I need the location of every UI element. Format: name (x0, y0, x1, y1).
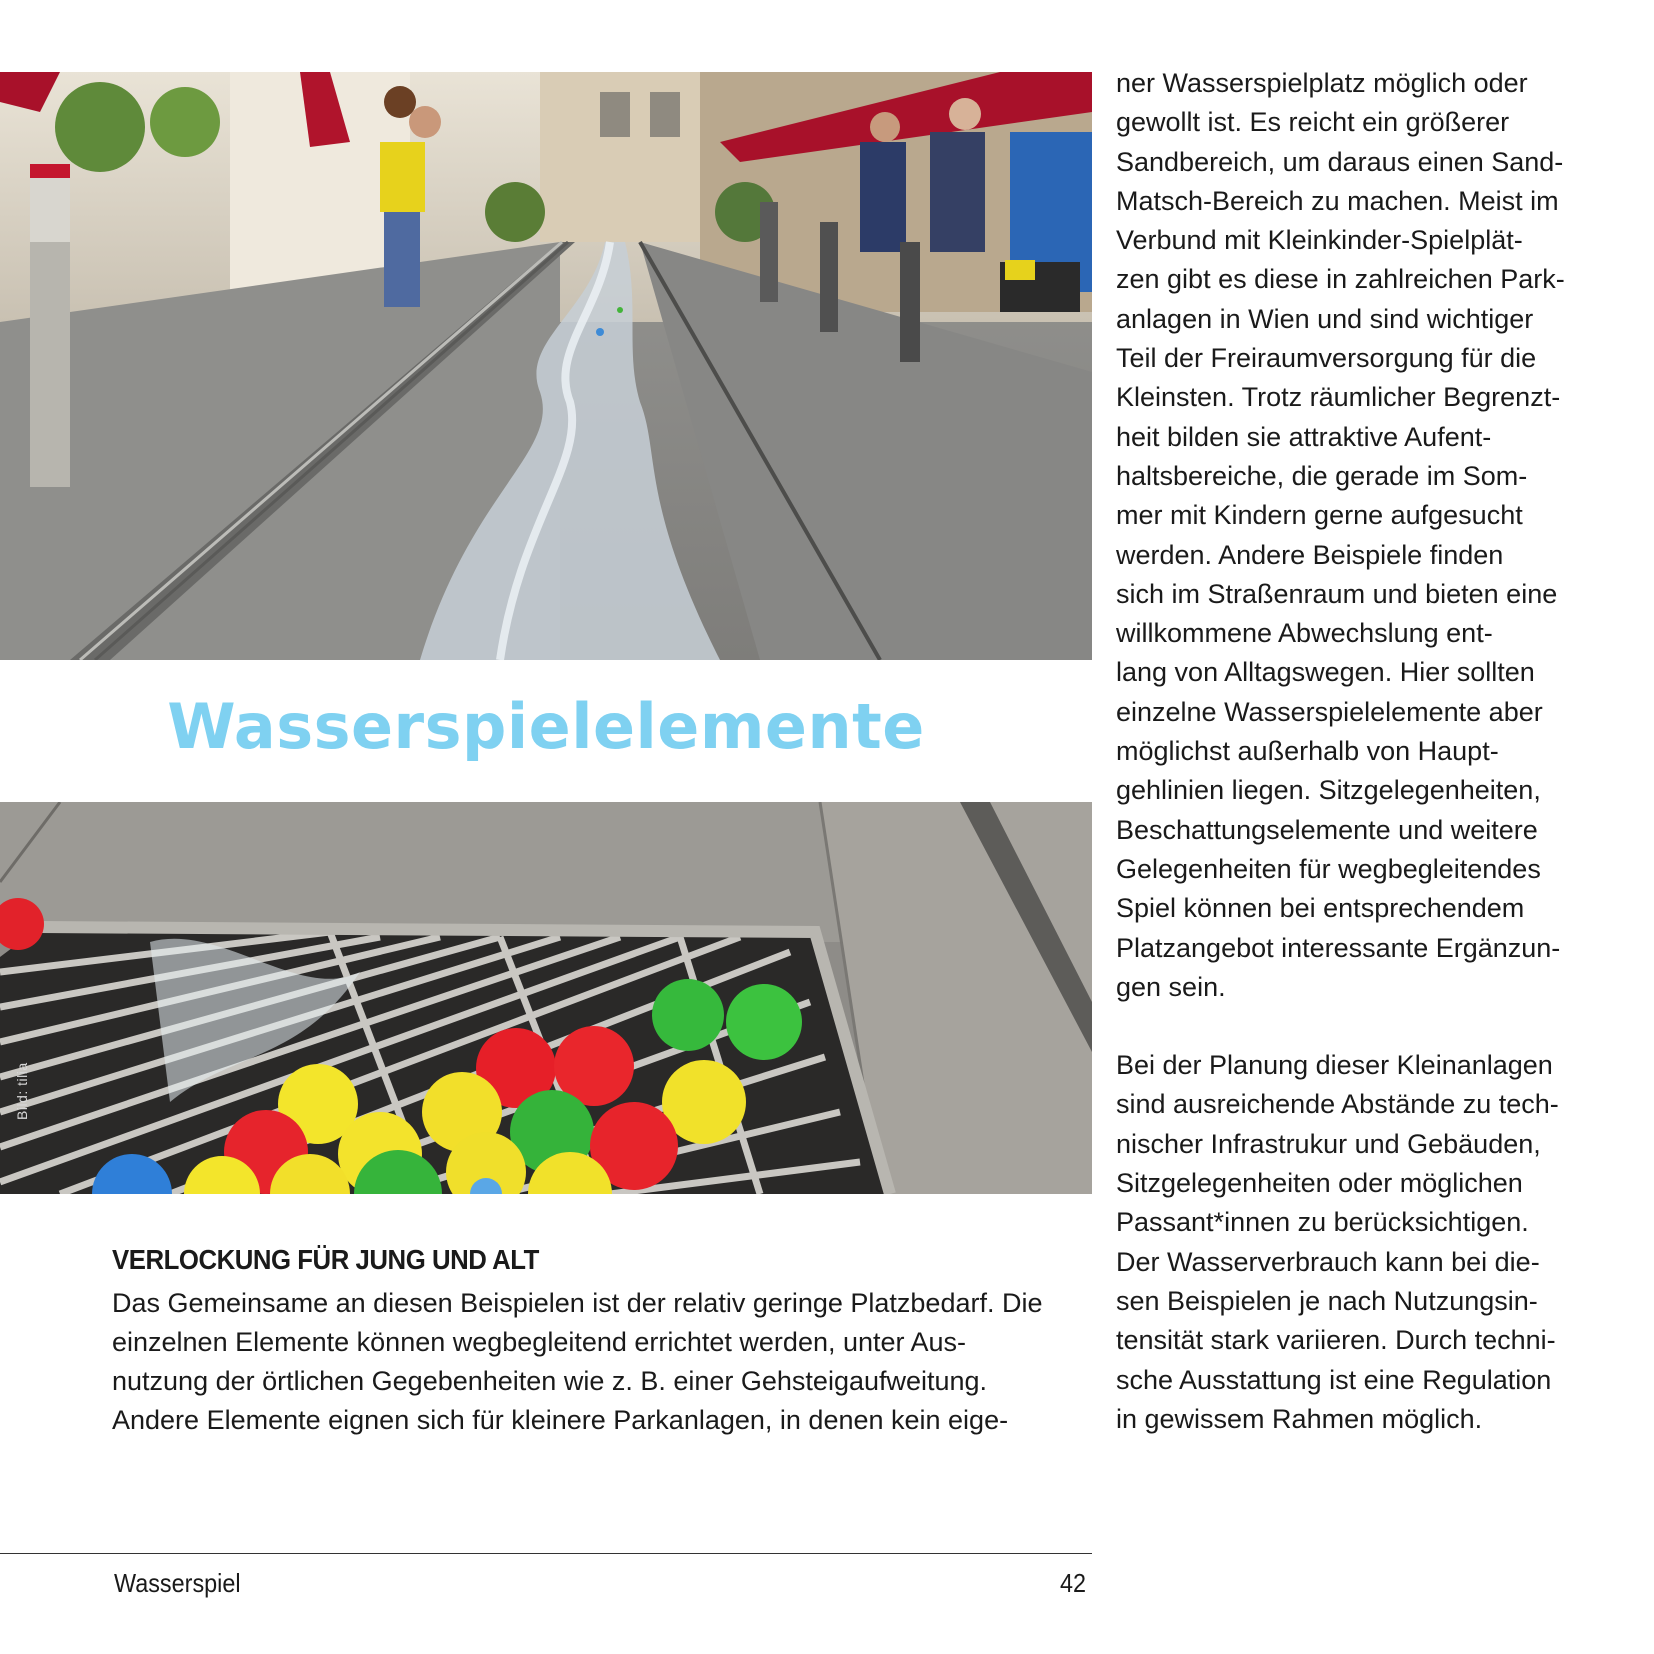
body-line: sind ausreichende Abstände zu tech- (1116, 1089, 1559, 1120)
body-line: tensität stark variieren. Durch techni- (1116, 1325, 1556, 1356)
body-line: Teil der Freiraumversorgung für die (1116, 343, 1537, 374)
body-line: in gewissem Rahmen möglich. (1116, 1403, 1483, 1434)
body-line: willkommene Abwechslung ent- (1116, 618, 1493, 649)
body-line: ner Wasserspielplatz möglich oder (1116, 68, 1528, 98)
body-line: einzelne Wasserspielelemente aber (1116, 696, 1543, 727)
body-line: gen sein. (1116, 971, 1226, 1002)
body-line: gehlinien liegen. Sitzgelegenheiten, (1116, 775, 1541, 806)
body-line: nischer Infrastrukur und Gebäuden, (1116, 1128, 1541, 1159)
body-line: Platzangebot interessante Ergänzun- (1116, 932, 1561, 963)
right-column (1116, 64, 1636, 1439)
body-line: mer mit Kindern gerne aufgesucht (1116, 500, 1523, 531)
body-line: Beschattungselemente und weitere (1116, 814, 1538, 845)
body-line: Das Gemeinsame an diesen Beispielen ist der relativ geringe Platzbedarf. Die (112, 1288, 1043, 1318)
body-line: gewollt ist. Es reicht ein größerer (1116, 107, 1510, 138)
body-line: anlagen in Wien und sind wichtiger (1116, 303, 1534, 334)
page-title: Wasserspielelemente (167, 690, 925, 763)
drain-grate-balls-photo (0, 802, 1092, 1194)
left-column (112, 1244, 1097, 1440)
body-line: nutzung der örtlichen Gegebenheiten wie z. B. einer Gehsteigaufweitung. (112, 1366, 988, 1396)
body-line: Kleinsten. Trotz räumlicher Begrenzt- (1116, 382, 1561, 413)
paragraph-1 (1116, 64, 1636, 1007)
body-line: Bei der Planung dieser Kleinanlagen (1116, 1050, 1553, 1081)
body-line: möglichst außerhalb von Haupt- (1116, 736, 1499, 767)
body-line: Verbund mit Kleinkinder-Spielplät- (1116, 225, 1523, 256)
page-number: 42 (1060, 1568, 1087, 1598)
body-line: Sitzgelegenheiten oder möglichen (1116, 1168, 1523, 1199)
paragraph-2 (1116, 1046, 1636, 1439)
section-heading: VERLOCKUNG FÜR JUNG UND ALT (112, 1244, 539, 1275)
body-line: Spiel können bei entsprechendem (1116, 893, 1525, 924)
footer-divider (0, 1553, 1092, 1554)
body-line: Sandbereich, um daraus einen Sand- (1116, 146, 1564, 177)
body-line: lang von Alltagswegen. Hier sollten (1116, 657, 1535, 688)
body-line: sen Beispielen je nach Nutzungsin- (1116, 1285, 1538, 1316)
body-line: heit bilden sie attraktive Aufent- (1116, 421, 1492, 452)
body-line: Gelegenheiten für wegbegleitendes (1116, 853, 1541, 884)
street-water-channel-photo (0, 72, 1092, 660)
body-line: Andere Elemente eignen sich für kleinere Parkanlagen, in denen kein eige- (112, 1405, 1009, 1435)
body-line: Matsch-Bereich zu machen. Meist im (1116, 185, 1559, 216)
body-line: haltsbereiche, die gerade im Som- (1116, 460, 1528, 491)
photo-credit: Bild: tilia (14, 1062, 30, 1120)
body-line: werden. Andere Beispiele finden (1116, 539, 1504, 570)
body-line: zen gibt es diese in zahlreichen Park- (1116, 264, 1565, 295)
body-line: Passant*innen zu berücksichtigen. (1116, 1207, 1529, 1238)
body-line: einzelnen Elemente können wegbegleitend errichtet werden, unter Aus- (112, 1327, 967, 1357)
footer-section-label: Wasserspiel (114, 1568, 241, 1598)
body-line: sche Ausstattung ist eine Regulation (1116, 1364, 1552, 1395)
body-line: Der Wasserverbrauch kann bei die- (1116, 1246, 1540, 1277)
body-line: sich im Straßenraum und bieten eine (1116, 578, 1558, 609)
